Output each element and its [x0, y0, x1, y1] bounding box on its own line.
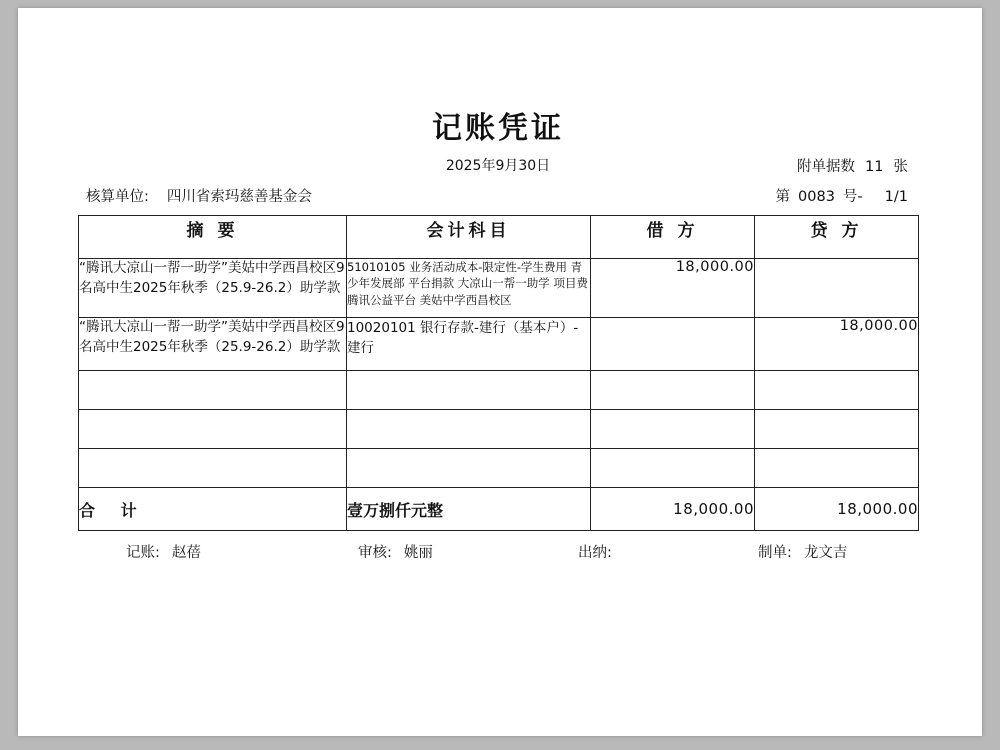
paper-page — [18, 8, 982, 736]
accounting-unit-value: 四川省索玛慈善基金会 — [166, 189, 312, 205]
cell-summary — [79, 410, 347, 449]
cell-debit — [591, 410, 755, 449]
voucher-table — [78, 215, 919, 531]
attachment-label: 附单据数 — [797, 159, 856, 175]
voucher-date: 2025年9月30日 — [445, 158, 551, 174]
total-credit: 18,000.00 — [755, 488, 919, 531]
voucher-number: 0083 — [798, 189, 835, 205]
cell-credit: 18,000.00 — [755, 318, 919, 371]
cell-credit — [755, 449, 919, 488]
cell-summary: “腾讯大凉山一帮一助学”美姑中学西昌校区9名高中生2025年秋季（25.9-26.2）助学款 — [79, 318, 347, 371]
accounting-unit — [86, 185, 312, 206]
cell-debit — [591, 449, 755, 488]
table-row — [79, 371, 919, 410]
column-header-summary: 摘 要 — [79, 216, 347, 259]
cell-debit — [591, 318, 755, 371]
cell-debit — [591, 371, 755, 410]
attachment-unit: 张 — [893, 159, 908, 175]
total-label: 合 计 — [79, 488, 347, 531]
cell-account — [347, 410, 591, 449]
table-header-row — [79, 216, 919, 259]
cell-account — [347, 449, 591, 488]
attachment-count: 11 — [865, 159, 884, 175]
signature-auditor — [358, 541, 433, 562]
total-amount-in-words: 壹万捌仟元整 — [347, 488, 591, 531]
voucher-prefix: 第 — [775, 189, 791, 205]
column-header-account: 会计科目 — [347, 216, 591, 259]
cell-credit — [755, 410, 919, 449]
cell-credit — [755, 259, 919, 318]
cell-credit — [755, 371, 919, 410]
accounting-unit-label: 核算单位: — [86, 189, 149, 205]
signature-cashier-label: 出纳: — [578, 545, 612, 561]
signature-bookkeeper-label: 记账: — [126, 545, 160, 561]
table-row — [79, 449, 919, 488]
voucher-suffix: 号- — [842, 189, 863, 205]
cell-summary — [79, 371, 347, 410]
column-header-debit: 借 方 — [591, 216, 755, 259]
page-title: 记账凭证 — [432, 111, 564, 146]
column-header-credit: 贷 方 — [755, 216, 919, 259]
signature-auditor-label: 审核: — [358, 545, 392, 561]
total-row — [79, 488, 919, 531]
table-row — [79, 318, 919, 371]
total-debit: 18,000.00 — [591, 488, 755, 531]
page-indicator: 1/1 — [884, 189, 908, 205]
attachment-info — [797, 155, 908, 176]
voucher-number-info — [776, 185, 908, 206]
cell-account: 51010105 业务活动成本-限定性-学生费用 青少年发展部 平台捐款 大凉山一帮一助学 项目费 腾讯公益平台 美姑中学西昌校区 — [347, 259, 591, 318]
signature-preparer-name: 龙文吉 — [803, 545, 848, 561]
signature-preparer — [758, 541, 847, 562]
table-row — [79, 259, 919, 318]
cell-account: 10020101 银行存款-建行（基本户）-建行 — [347, 318, 591, 371]
cell-account — [347, 371, 591, 410]
signature-row — [78, 541, 918, 571]
table-row — [79, 410, 919, 449]
signature-auditor-name: 姚丽 — [403, 545, 433, 561]
cell-debit: 18,000.00 — [591, 259, 755, 318]
signature-bookkeeper-name: 赵蓓 — [171, 545, 201, 561]
cell-summary: “腾讯大凉山一帮一助学”美姑中学西昌校区9名高中生2025年秋季（25.9-26.2）助学款 — [79, 259, 347, 318]
signature-preparer-label: 制单: — [758, 545, 792, 561]
voucher-sheet — [78, 103, 918, 571]
cell-summary — [79, 449, 347, 488]
signature-bookkeeper — [126, 541, 201, 562]
signature-cashier — [578, 541, 624, 562]
